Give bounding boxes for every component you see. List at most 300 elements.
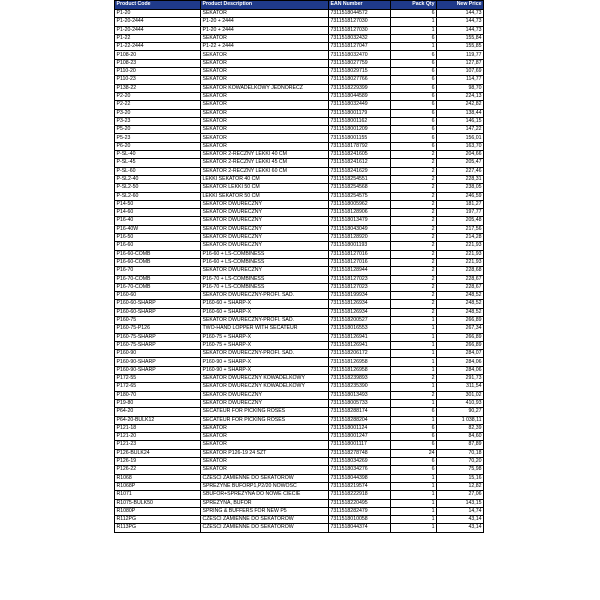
- product-description-cell: P1-20 + 2444: [201, 26, 329, 34]
- product-description-cell: SPRING & BUFFERS FOR NEW P5: [201, 507, 329, 515]
- ean-number-cell: 7311518013493: [329, 391, 391, 399]
- new-price-cell: 291,73: [437, 375, 484, 383]
- new-price-cell: 87,89: [437, 441, 484, 449]
- pack-qty-cell: 1: [391, 491, 437, 499]
- header-new-price[interactable]: New Price: [437, 1, 484, 10]
- product-description-cell: CZESCI ZAMIENNE DO SEKATOROW: [201, 474, 329, 482]
- table-row[interactable]: [115, 308, 484, 316]
- new-price-cell: 181,27: [437, 200, 484, 208]
- product-code-cell: P160-60-SHARP: [115, 308, 201, 316]
- product-code-cell: R1075-BULK50: [115, 499, 201, 507]
- table-row[interactable]: [115, 449, 484, 457]
- ean-number-cell: 7311518001162: [329, 117, 391, 125]
- new-price-cell: 214,28: [437, 234, 484, 242]
- ean-number-cell: 7311518128906: [329, 209, 391, 217]
- ean-number-cell: 7311518239893: [329, 375, 391, 383]
- table-row[interactable]: [115, 134, 484, 142]
- product-description-cell: SEKATOR: [201, 117, 329, 125]
- pack-qty-cell: 1: [391, 350, 437, 358]
- ean-number-cell: 7311518001117: [329, 441, 391, 449]
- product-description-cell: SEKATOR: [201, 126, 329, 134]
- product-description-cell: SEKATOR: [201, 92, 329, 100]
- new-price-cell: 248,52: [437, 300, 484, 308]
- table-row[interactable]: [115, 126, 484, 134]
- new-price-cell: 301,02: [437, 391, 484, 399]
- pack-qty-cell: 6: [391, 408, 437, 416]
- table-row[interactable]: [115, 34, 484, 42]
- ean-number-cell: 7311518034276: [329, 466, 391, 474]
- ean-number-cell: 7311518288174: [329, 408, 391, 416]
- table-row[interactable]: [115, 416, 484, 424]
- new-price-cell: 284,06: [437, 366, 484, 374]
- ean-number-cell: 7311518016553: [329, 325, 391, 333]
- product-description-cell: LEKKI SEKATOR 50 CM: [201, 192, 329, 200]
- product-code-cell: P19-80: [115, 399, 201, 407]
- table-row[interactable]: [115, 516, 484, 524]
- table-row[interactable]: [115, 491, 484, 499]
- product-description-cell: SEKATOR DWURECZNY: [201, 267, 329, 275]
- pack-qty-cell: 6: [391, 109, 437, 117]
- product-code-cell: P64-20-BULK12: [115, 416, 201, 424]
- table-row[interactable]: [115, 234, 484, 242]
- table-row[interactable]: [115, 458, 484, 466]
- product-code-cell: P3-20: [115, 109, 201, 117]
- product-code-cell: P172-55: [115, 375, 201, 383]
- table-row[interactable]: [115, 200, 484, 208]
- table-row[interactable]: [115, 424, 484, 432]
- table-row[interactable]: [115, 68, 484, 76]
- product-description-cell: SECATEUR FOR PICKING ROSES: [201, 416, 329, 424]
- product-description-cell: LEKKI SEKATOR 40 CM: [201, 175, 329, 183]
- table-row[interactable]: [115, 92, 484, 100]
- table-row[interactable]: [115, 441, 484, 449]
- ean-number-cell: 7311518288204: [329, 416, 391, 424]
- pack-qty-cell: 2: [391, 258, 437, 266]
- pack-qty-cell: 1: [391, 18, 437, 26]
- new-price-cell: 221,93: [437, 258, 484, 266]
- new-price-cell: 119,77: [437, 51, 484, 59]
- ean-number-cell: 7311518128920: [329, 234, 391, 242]
- product-description-cell: SEKATOR: [201, 466, 329, 474]
- new-price-cell: 43,14: [437, 524, 484, 532]
- new-price-cell: 98,70: [437, 84, 484, 92]
- new-price-cell: 228,31: [437, 175, 484, 183]
- table-row[interactable]: [115, 275, 484, 283]
- pack-qty-cell: 6: [391, 84, 437, 92]
- product-description-cell: P16-60 + LS-COMBINESS: [201, 258, 329, 266]
- product-code-cell: P-SL2-60: [115, 192, 201, 200]
- ean-number-cell: 7311518127023: [329, 275, 391, 283]
- pack-qty-cell: 1: [391, 341, 437, 349]
- table-row[interactable]: [115, 350, 484, 358]
- table-row[interactable]: [115, 466, 484, 474]
- pack-qty-cell: 2: [391, 159, 437, 167]
- pack-qty-cell: 1: [391, 482, 437, 490]
- pack-qty-cell: 2: [391, 242, 437, 250]
- product-description-cell: P16-70 + LS-COMBINESS: [201, 275, 329, 283]
- ean-number-cell: 7311518126941: [329, 333, 391, 341]
- pack-qty-cell: 6: [391, 10, 437, 18]
- product-description-cell: SEKATOR DWURECZNY KOWADELKOWY: [201, 375, 329, 383]
- table-row[interactable]: [115, 26, 484, 34]
- ean-number-cell: 7311518127016: [329, 250, 391, 258]
- pack-qty-cell: 6: [391, 51, 437, 59]
- product-code-cell: P-SL2-50: [115, 184, 201, 192]
- table-row[interactable]: [115, 499, 484, 507]
- pack-qty-cell: 6: [391, 76, 437, 84]
- new-price-cell: 266,89: [437, 341, 484, 349]
- ean-number-cell: 7311518044398: [329, 474, 391, 482]
- product-code-cell: P5-23: [115, 134, 201, 142]
- table-row[interactable]: [115, 242, 484, 250]
- pack-qty-cell: 6: [391, 101, 437, 109]
- pack-qty-cell: 6: [391, 441, 437, 449]
- product-description-cell: SEKATOR DWURECZNY: [201, 242, 329, 250]
- pack-qty-cell: 2: [391, 175, 437, 183]
- pack-qty-cell: 6: [391, 34, 437, 42]
- product-code-cell: P180-70: [115, 391, 201, 399]
- product-description-cell: SEKATOR DWURECZNY KOWADELKOWY: [201, 383, 329, 391]
- table-row[interactable]: [115, 250, 484, 258]
- ean-number-cell: 7311518001209: [329, 126, 391, 134]
- new-price-cell: 205,48: [437, 217, 484, 225]
- pack-qty-cell: 2: [391, 209, 437, 217]
- table-row[interactable]: [115, 399, 484, 407]
- new-price-cell: 242,82: [437, 101, 484, 109]
- table-row[interactable]: [115, 10, 484, 18]
- new-price-cell: 284,07: [437, 350, 484, 358]
- product-description-cell: SEKATOR: [201, 142, 329, 150]
- new-price-cell: 246,59: [437, 192, 484, 200]
- ean-number-cell: 7311518032449: [329, 101, 391, 109]
- ean-number-cell: 7311518229399: [329, 84, 391, 92]
- pack-qty-cell: 6: [391, 466, 437, 474]
- ean-number-cell: 7311518001193: [329, 242, 391, 250]
- table-row[interactable]: [115, 524, 484, 532]
- new-price-cell: 227,46: [437, 167, 484, 175]
- new-price-cell: 144,73: [437, 10, 484, 18]
- pack-qty-cell: 1: [391, 474, 437, 482]
- product-description-cell: P160-60 + SHARP-X: [201, 300, 329, 308]
- pack-qty-cell: 2: [391, 275, 437, 283]
- pack-qty-cell: 2: [391, 200, 437, 208]
- ean-number-cell: 7311518010058: [329, 516, 391, 524]
- product-description-cell: SEKATOR 2-RECZNY LEKKI 45 CM: [201, 159, 329, 167]
- ean-number-cell: 7311518126958: [329, 366, 391, 374]
- new-price-cell: 266,89: [437, 316, 484, 324]
- product-description-cell: SBUFOR+SPREZYNA DO NOWE CIECIE: [201, 491, 329, 499]
- new-price-cell: 70,18: [437, 449, 484, 457]
- header-product-description[interactable]: Product Description: [201, 1, 329, 10]
- table-row[interactable]: [115, 151, 484, 159]
- new-price-cell: 205,47: [437, 159, 484, 167]
- table-row[interactable]: [115, 59, 484, 67]
- table-row[interactable]: [115, 300, 484, 308]
- ean-number-cell: 7311518001155: [329, 134, 391, 142]
- product-description-cell: SEKATOR: [201, 51, 329, 59]
- header-product-code[interactable]: Product Code: [115, 1, 201, 10]
- table-body: [115, 10, 484, 533]
- table-row[interactable]: [115, 18, 484, 26]
- product-code-cell: P172-65: [115, 383, 201, 391]
- ean-number-cell: 7311518127016: [329, 258, 391, 266]
- ean-number-cell: 7311518043049: [329, 225, 391, 233]
- product-code-cell: P160-90: [115, 350, 201, 358]
- header-ean-number[interactable]: EAN Number: [329, 1, 391, 10]
- table-row[interactable]: [115, 482, 484, 490]
- product-description-cell: SPREZYNA, BUFOR: [201, 499, 329, 507]
- new-price-cell: 114,77: [437, 76, 484, 84]
- table-row[interactable]: [115, 316, 484, 324]
- table-row[interactable]: [115, 167, 484, 175]
- product-description-cell: SEKATOR: [201, 109, 329, 117]
- product-description-cell: CZESCI ZAMIENNE DO SEKATOROW: [201, 516, 329, 524]
- product-code-cell: P-SL-45: [115, 159, 201, 167]
- table-row[interactable]: [115, 325, 484, 333]
- pack-qty-cell: 6: [391, 68, 437, 76]
- table-row[interactable]: [115, 474, 484, 482]
- product-code-cell: P1-20-2444: [115, 26, 201, 34]
- product-code-cell: P108-20: [115, 51, 201, 59]
- product-description-cell: P160-75 + SHARP-X: [201, 341, 329, 349]
- product-code-cell: P160-60-SHARP: [115, 300, 201, 308]
- table-row[interactable]: [115, 383, 484, 391]
- table-row[interactable]: [115, 101, 484, 109]
- ean-number-cell: 7311518222918: [329, 491, 391, 499]
- product-code-cell: P16-40: [115, 217, 201, 225]
- table-row[interactable]: [115, 258, 484, 266]
- product-code-cell: P16-70: [115, 267, 201, 275]
- product-code-cell: P160-75: [115, 316, 201, 324]
- ean-number-cell: 7311518241629: [329, 167, 391, 175]
- table-row[interactable]: [115, 391, 484, 399]
- ean-number-cell: 7311518127023: [329, 283, 391, 291]
- table-row[interactable]: [115, 209, 484, 217]
- table-row[interactable]: [115, 159, 484, 167]
- table-row[interactable]: [115, 375, 484, 383]
- table-row[interactable]: [115, 184, 484, 192]
- product-description-cell: P1-20 + 2444: [201, 18, 329, 26]
- product-code-cell: P138-22: [115, 84, 201, 92]
- product-code-cell: P16-60: [115, 242, 201, 250]
- ean-number-cell: 7311518013479: [329, 217, 391, 225]
- new-price-cell: 248,52: [437, 308, 484, 316]
- table-row[interactable]: [115, 117, 484, 125]
- new-price-cell: 197,77: [437, 209, 484, 217]
- ean-number-cell: 7311518126934: [329, 308, 391, 316]
- product-description-cell: SEKATOR DWURECZNY: [201, 234, 329, 242]
- ean-number-cell: 7311518126934: [329, 300, 391, 308]
- ean-number-cell: 7311518005962: [329, 200, 391, 208]
- product-code-cell: P16-70-COMB: [115, 283, 201, 291]
- product-code-cell: P1-20: [115, 10, 201, 18]
- table-row[interactable]: [115, 217, 484, 225]
- product-description-cell: SEKATOR: [201, 76, 329, 84]
- product-code-cell: P-SL2-40: [115, 175, 201, 183]
- product-code-cell: P160-60: [115, 292, 201, 300]
- product-description-cell: SEKATOR: [201, 134, 329, 142]
- table-row[interactable]: [115, 109, 484, 117]
- pack-qty-cell: 2: [391, 283, 437, 291]
- pack-qty-cell: 24: [391, 449, 437, 457]
- table-row[interactable]: [115, 225, 484, 233]
- product-code-cell: P2-20: [115, 92, 201, 100]
- product-description-cell: SEKATOR KOWADELKOWY JEDNORECZ: [201, 84, 329, 92]
- pack-qty-cell: 2: [391, 267, 437, 275]
- product-code-cell: P126-19: [115, 458, 201, 466]
- product-description-cell: SEKATOR DWURECZNY-PROFI. SAD.: [201, 316, 329, 324]
- table-row[interactable]: [115, 408, 484, 416]
- ean-number-cell: 7311518127030: [329, 26, 391, 34]
- product-code-cell: P14-60: [115, 209, 201, 217]
- new-price-cell: 27,06: [437, 491, 484, 499]
- table-row[interactable]: [115, 267, 484, 275]
- pack-qty-cell: 1: [391, 524, 437, 532]
- product-description-cell: SEKATOR DWURECZNY-PROFI. SAD.: [201, 292, 329, 300]
- product-code-cell: P110-23: [115, 76, 201, 84]
- new-price-cell: 410,93: [437, 399, 484, 407]
- table-row[interactable]: [115, 283, 484, 291]
- table-row[interactable]: [115, 292, 484, 300]
- pack-qty-cell: 1: [391, 507, 437, 515]
- product-description-cell: SEKATOR: [201, 34, 329, 42]
- table-row[interactable]: [115, 142, 484, 150]
- product-code-cell: P3-23: [115, 117, 201, 125]
- product-code-cell: P110-20: [115, 68, 201, 76]
- table-row[interactable]: [115, 51, 484, 59]
- product-code-cell: P5-20: [115, 126, 201, 134]
- table-row[interactable]: [115, 175, 484, 183]
- ean-number-cell: 7311518241605: [329, 151, 391, 159]
- ean-number-cell: 7311518001179: [329, 109, 391, 117]
- product-description-cell: P16-60 + LS-COMBINESS: [201, 250, 329, 258]
- product-description-cell: SEKATOR DWURECZNY: [201, 225, 329, 233]
- ean-number-cell: 7311518044589: [329, 92, 391, 100]
- new-price-cell: 238,05: [437, 184, 484, 192]
- pack-qty-cell: 2: [391, 234, 437, 242]
- header-pack-qty[interactable]: Pack Qty: [391, 1, 437, 10]
- table-row[interactable]: [115, 433, 484, 441]
- table-row[interactable]: [115, 76, 484, 84]
- ean-number-cell: 7311518220495: [329, 499, 391, 507]
- new-price-cell: 127,87: [437, 59, 484, 67]
- pack-qty-cell: 1: [391, 358, 437, 366]
- new-price-cell: 15,16: [437, 474, 484, 482]
- product-description-cell: SPREZYNE BUFORP1,P2/20 NOWOSC: [201, 482, 329, 490]
- new-price-cell: 228,67: [437, 283, 484, 291]
- product-code-cell: P121-18: [115, 424, 201, 432]
- table-row[interactable]: [115, 358, 484, 366]
- ean-number-cell: 7311518254568: [329, 184, 391, 192]
- product-code-cell: P1-20-2444: [115, 18, 201, 26]
- new-price-cell: 107,69: [437, 68, 484, 76]
- product-description-cell: P160-90 + SHARP-X: [201, 358, 329, 366]
- new-price-cell: 1 038,11: [437, 416, 484, 424]
- product-description-cell: P160-75 + SHARP-X: [201, 333, 329, 341]
- new-price-cell: 144,73: [437, 26, 484, 34]
- product-code-cell: R112PG: [115, 516, 201, 524]
- ean-number-cell: 7311518127047: [329, 43, 391, 51]
- table-row[interactable]: [115, 84, 484, 92]
- product-description-cell: P16-70 + LS-COMBINESS: [201, 283, 329, 291]
- product-code-cell: P1-22-2444: [115, 43, 201, 51]
- product-code-cell: P6-20: [115, 142, 201, 150]
- product-description-cell: SEKATOR: [201, 424, 329, 432]
- product-description-cell: SEKATOR DWURECZNY: [201, 209, 329, 217]
- table-row[interactable]: [115, 341, 484, 349]
- table-row[interactable]: [115, 366, 484, 374]
- pack-qty-cell: 1: [391, 316, 437, 324]
- price-table: [114, 0, 484, 533]
- product-code-cell: P64-20: [115, 408, 201, 416]
- product-description-cell: SEKATOR 2-RECZNY LEKKI 60 CM: [201, 167, 329, 175]
- product-code-cell: P16-40W: [115, 225, 201, 233]
- product-code-cell: P121-23: [115, 441, 201, 449]
- header-row: [115, 1, 484, 10]
- product-description-cell: SEKATOR: [201, 433, 329, 441]
- product-description-cell: SEKATOR: [201, 59, 329, 67]
- pack-qty-cell: 6: [391, 117, 437, 125]
- ean-number-cell: 7311518282479: [329, 507, 391, 515]
- ean-number-cell: 7311518178792: [329, 142, 391, 150]
- pack-qty-cell: 1: [391, 416, 437, 424]
- product-description-cell: SEKATOR: [201, 68, 329, 76]
- new-price-cell: 75,98: [437, 466, 484, 474]
- ean-number-cell: 7311518200527: [329, 316, 391, 324]
- table-row[interactable]: [115, 43, 484, 51]
- pack-qty-cell: 6: [391, 424, 437, 432]
- pack-qty-cell: 2: [391, 217, 437, 225]
- product-description-cell: SECATEUR FOR PICKING ROSES: [201, 408, 329, 416]
- product-code-cell: P1-22: [115, 34, 201, 42]
- ean-number-cell: 7311518127030: [329, 18, 391, 26]
- ean-number-cell: 7311518199934: [329, 292, 391, 300]
- table-row[interactable]: [115, 507, 484, 515]
- pack-qty-cell: 2: [391, 151, 437, 159]
- ean-number-cell: 7311518027759: [329, 59, 391, 67]
- pack-qty-cell: 1: [391, 366, 437, 374]
- product-description-cell: SEKATOR DWURECZNY: [201, 217, 329, 225]
- ean-number-cell: 7311518034269: [329, 458, 391, 466]
- table-row[interactable]: [115, 192, 484, 200]
- new-price-cell: 156,01: [437, 134, 484, 142]
- pack-qty-cell: 1: [391, 43, 437, 51]
- table-row[interactable]: [115, 333, 484, 341]
- new-price-cell: 228,67: [437, 275, 484, 283]
- product-description-cell: SEKATOR DWURECZNY: [201, 391, 329, 399]
- new-price-cell: 217,56: [437, 225, 484, 233]
- product-code-cell: P-SL-40: [115, 151, 201, 159]
- new-price-cell: 228,68: [437, 267, 484, 275]
- new-price-cell: 221,93: [437, 242, 484, 250]
- pack-qty-cell: 2: [391, 225, 437, 233]
- pack-qty-cell: 6: [391, 458, 437, 466]
- product-description-cell: SEKATOR: [201, 441, 329, 449]
- ean-number-cell: 7311518044572: [329, 10, 391, 18]
- product-code-cell: P121-20: [115, 433, 201, 441]
- new-price-cell: 12,82: [437, 482, 484, 490]
- pack-qty-cell: 2: [391, 292, 437, 300]
- new-price-cell: 143,15: [437, 499, 484, 507]
- product-code-cell: P-SL-60: [115, 167, 201, 175]
- pack-qty-cell: 2: [391, 391, 437, 399]
- product-code-cell: P160-75-SHARP: [115, 341, 201, 349]
- product-description-cell: P160-90 + SHARP-X: [201, 366, 329, 374]
- new-price-cell: 267,34: [437, 325, 484, 333]
- product-description-cell: SEKATOR: [201, 458, 329, 466]
- ean-number-cell: 7311518029715: [329, 68, 391, 76]
- product-code-cell: P126-BULK24: [115, 449, 201, 457]
